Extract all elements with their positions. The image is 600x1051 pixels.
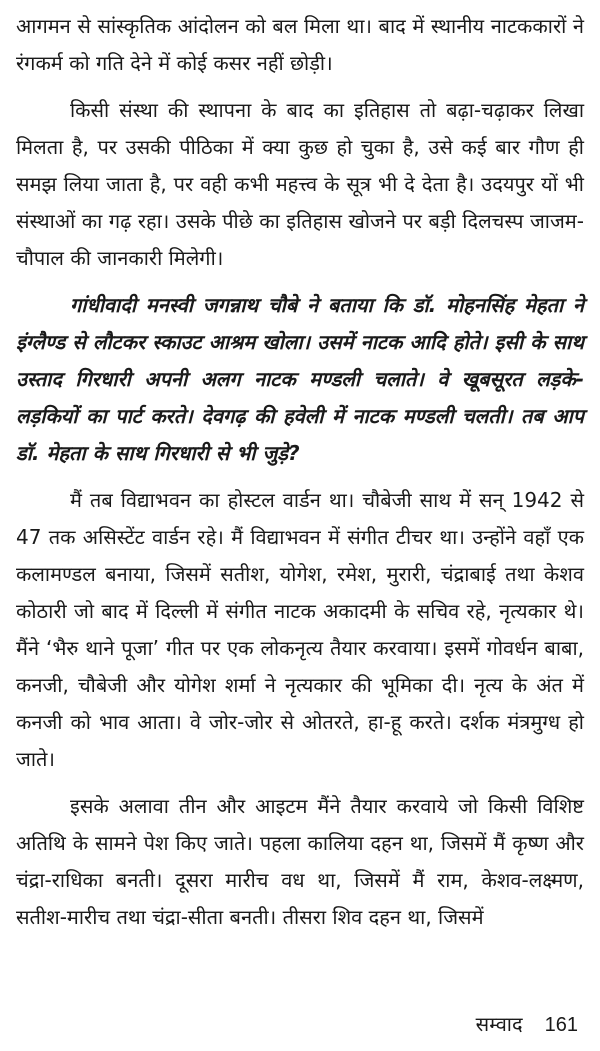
page-footer	[476, 1010, 578, 1037]
book-title: सम्वाद	[475, 1012, 523, 1036]
paragraph-2: किसी संस्था की स्थापना के बाद का इतिहास तो बढ़ा-चढ़ाकर लिखा मिलता है, पर उसकी पीठिका में क्या कुछ हो चुका है, उसे कई बार गौण ही समझ लिया जाता है, पर वही कभी महत्त्व के सूत्र भी दे देता है। उदयपुर यों भी संस्थाओं का गढ़ रहा। उसके पीछे का इतिहास खोजने पर बड़ी दिलचस्प जाजम-चौपाल की जानकारी मिलेगी।	[16, 98, 584, 270]
paragraph-4: मैं तब विद्याभवन का होस्टल वार्डन था। चौबेजी साथ में सन् 1942 से 47 तक असिस्टेंट वार्डन रहे। मैं विद्याभवन में संगीत टीचर था। उन्होंने वहाँ एक कलामण्डल बनाया, जिसमें सतीश, योगेश, रमेश, मुरारी, चंद्राबाई तथा केशव कोठारी जो बाद में दिल्ली में संगीत नाटक अकादमी के सचिव रहे, नृत्यकार थे। मैंने ‘भैरु थाने पूजा’ गीत पर एक लोकनृत्य तैयार करवाया। इसमें गोवर्धन बाबा, कनजी, चौबेजी और योगेश शर्मा ने नृत्यकार की भूमिका दी। नृत्य के अंत में कनजी को भाव आता। वे जोर-जोर से ओतरते, हा-हू करते। दर्शक मंत्रमुग्ध हो जाते।	[16, 488, 584, 771]
page-number: 161	[544, 1014, 578, 1036]
interview-question: गांधीवादी मनस्वी जगन्नाथ चौबे ने बताया कि डॉ. मोहनसिंह मेहता ने इंग्लैण्ड से लौटकर स्काउट आश्रम खोला। उसमें नाटक आदि होते। इसी के साथ उस्ताद गिरधारी अपनी अलग नाटक मण्डली चलाते। वे खूबसूरत लड़के-लड़कियों का पार्ट करते। देवगढ़ की हवेली में नाटक मण्डली चलती। तब आप डॉ. मेहता के साथ गिरधारी से भी जुड़े?	[16, 293, 584, 465]
paragraph-1: आगमन से सांस्कृतिक आंदोलन को बल मिला था। बाद में स्थानीय नाटककारों ने रंगकर्म को गति देने में कोई कसर नहीं छोड़ी।	[16, 14, 584, 75]
paragraph-5: इसके अलावा तीन और आइटम मैंने तैयार करवाये जो किसी विशिष्ट अतिथि के सामने पेश किए जाते। पहला कालिया दहन था, जिसमें मैं कृष्ण और चंद्रा-राधिका बनती। दूसरा मारीच वध था, जिसमें मैं राम, केशव-लक्ष्मण, सतीश-मारीच तथा चंद्रा-सीता बनती। तीसरा शिव दहन था, जिसमें	[16, 794, 584, 929]
page-body	[16, 8, 584, 1008]
